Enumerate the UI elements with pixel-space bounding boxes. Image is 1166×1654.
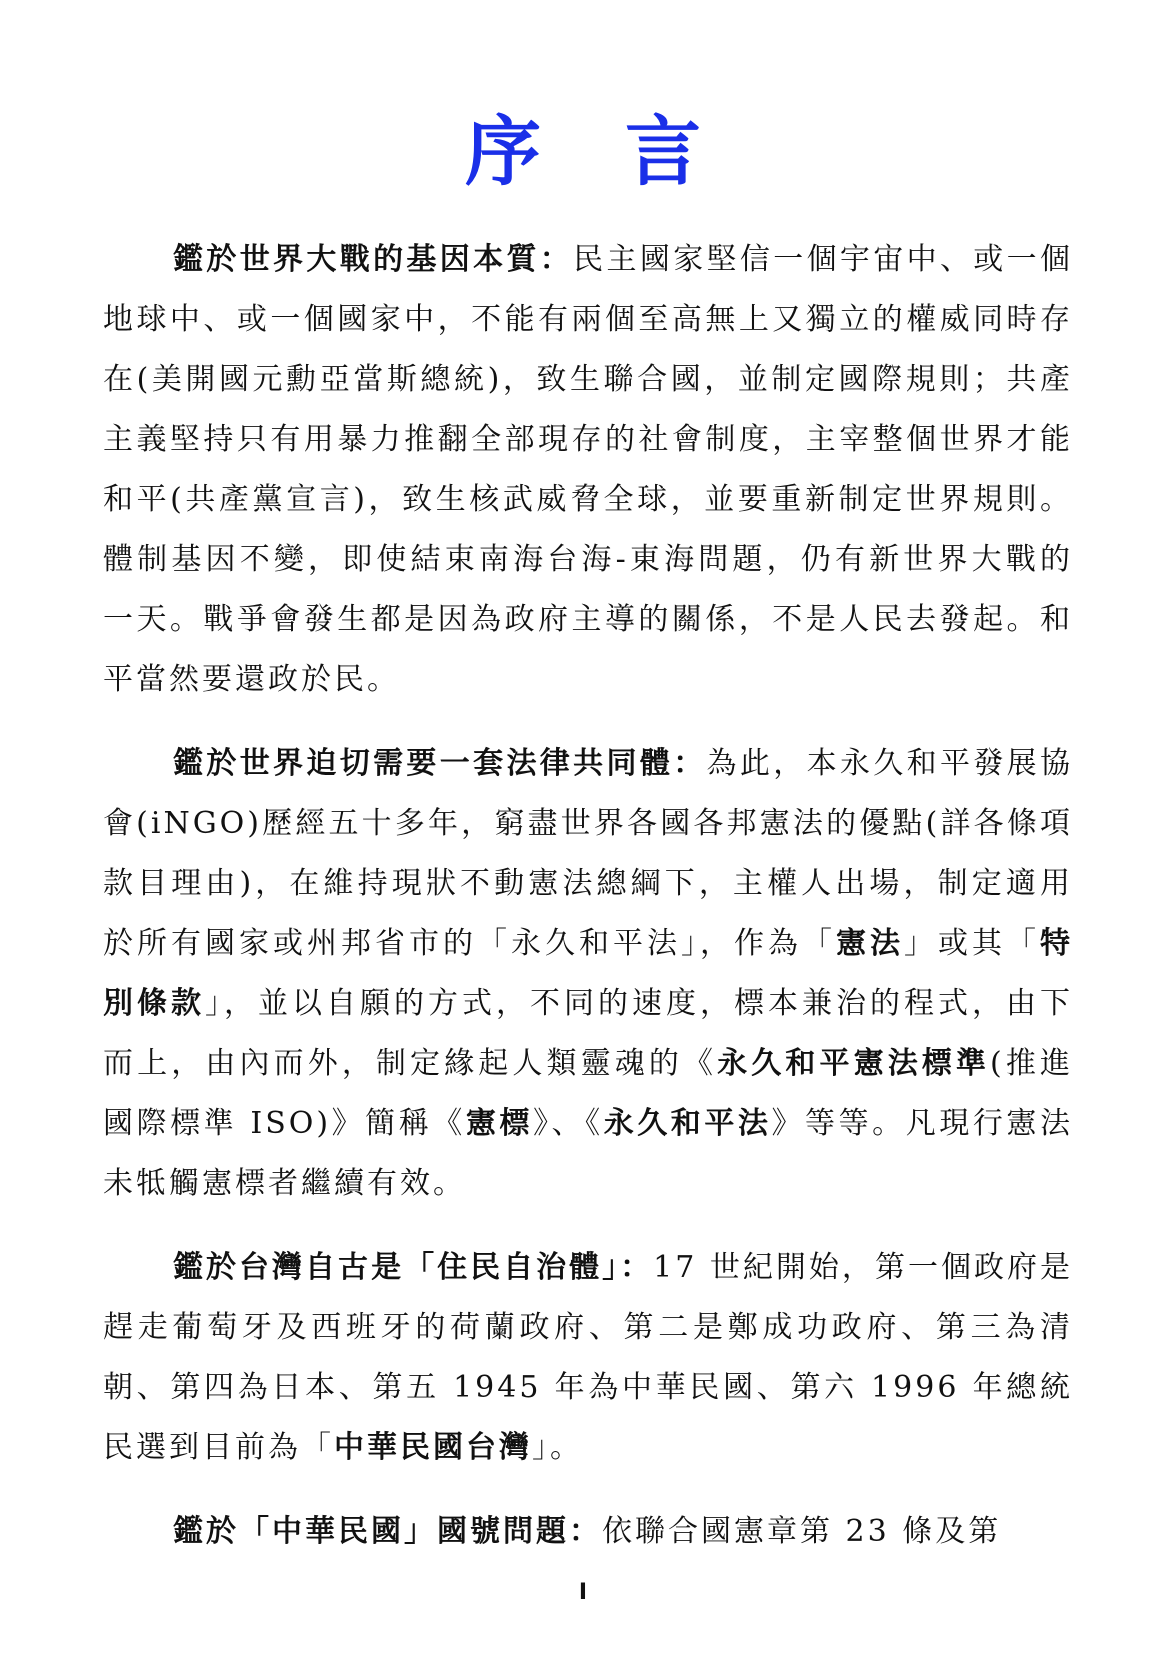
emphasis-text: 永久和平法 (603, 1106, 772, 1141)
emphasis-text: 特別條款 (103, 926, 1073, 1021)
paragraph-lead: 鑑於世界大戰的基因本質： (173, 242, 574, 277)
paragraph-lead: 鑑於世界迫切需要一套法律共同體： (173, 746, 707, 781)
emphasis-text: 憲法 (836, 926, 904, 961)
paragraph-lead: 鑑於台灣自古是「住民自治體」： (173, 1250, 654, 1285)
paragraph-text: 》、《 (533, 1106, 604, 1141)
paragraph-text: 」。 (532, 1430, 583, 1465)
paragraph-text: (推進國際標準 ISO)》簡稱《 (103, 1046, 1073, 1141)
paragraph-text: 」或其「 (904, 926, 1040, 961)
paragraph-lead: 鑑於「中華民國」國號問題： (173, 1514, 602, 1549)
paragraph-text: 依聯合國憲章第 23 條及第 (602, 1514, 1002, 1549)
paragraph-text: 民主國家堅信一個宇宙中、或一個地球中、或一個國家中，不能有兩個至高無上又獨立的權威同時存在(美開國元勳亞當斯總統)，致生聯合國，並制定國際規則；共產主義堅持只有用暴力推翻全部現存的社會制度，主宰整個世界才能和平(共產黨宣言)，致生核武威脅全球，並要重新制定世界規則。體制基因不變，即使結束南海台海-東海問題，仍有新世界大戰的一天。戰爭會發生都是因為政府主導的關係，不是人民去發起。和平當然要還政於民。 (103, 242, 1074, 697)
paragraph-national-title (103, 1502, 1073, 1562)
paragraph-text: 》等等。凡現行憲法未牴觸憲標者繼續有效。 (103, 1106, 1073, 1201)
paragraph-legal-community (103, 734, 1073, 1214)
paragraph-text: 」，並以自願的方式，不同的速度，標本兼治的程式，由下而上，由內而外，制定緣起人類靈魂的《 (103, 986, 1073, 1081)
emphasis-text: 中華民國台灣 (334, 1430, 532, 1465)
page-number: I (578, 1580, 588, 1605)
paragraph-taiwan-autonomy (103, 1238, 1073, 1478)
page-title: 序言 (465, 107, 785, 196)
paragraph-text: 為此，本永久和平發展協會(iNGO)歷經五十多年，窮盡世界各國各邦憲法的優點(詳各條項款目理由)，在維持現狀不動憲法總綱下，主權人出場，制定適用於所有國家或州邦省市的「永久和平法」，作為「 (103, 746, 1074, 961)
document-body (103, 230, 1073, 1562)
emphasis-text: 憲標 (465, 1106, 533, 1141)
paragraph-text: 17 世紀開始，第一個政府是趕走葡萄牙及西班牙的荷蘭政府、第二是鄭成功政府、第三為清朝、第四為日本、第五 1945 年為中華民國、第六 1996 年總統民選到目前為「 (103, 1250, 1074, 1465)
paragraph-war-nature (103, 230, 1073, 710)
emphasis-text: 永久和平憲法標準 (717, 1046, 991, 1081)
